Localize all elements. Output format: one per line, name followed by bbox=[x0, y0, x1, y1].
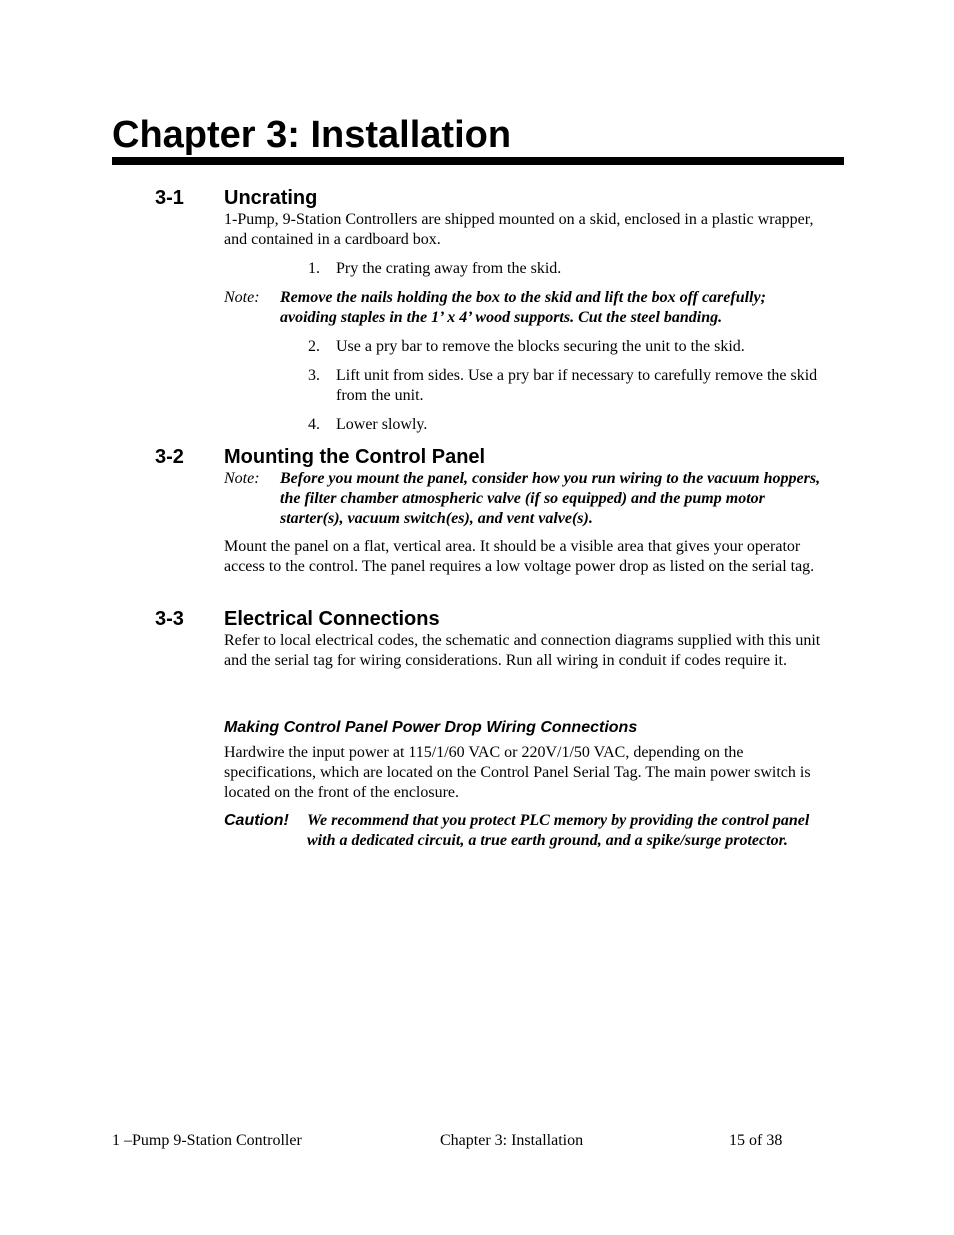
step-text: Pry the crating away from the skid. bbox=[336, 260, 562, 277]
section-body: Mount the panel on a flat, vertical area. It should be a visible area that gives your operator access to the control. The panel requires a low voltage power drop as listed on the serial tag. bbox=[224, 538, 815, 575]
section-title: Electrical Connections bbox=[224, 608, 440, 630]
caution-label: Caution! bbox=[224, 812, 289, 829]
section-body: Refer to local electrical codes, the schematic and connection diagrams supplied with this unit and the serial tag for wiring considerations. Run all wiring in conduit if codes require it. bbox=[224, 632, 821, 669]
note-label: Note: bbox=[224, 470, 260, 487]
note-text: Before you mount the panel, consider how you run wiring to the vacuum hoppers, the filter chamber atmospheric valve (if so equipped) and the pump motor starter(s), vacuum switch(es), and vent valve(s). bbox=[280, 470, 821, 527]
step-text: Lift unit from sides. Use a pry bar if necessary to carefully remove the skid from the unit. bbox=[336, 367, 818, 404]
section-number: 3-2 bbox=[155, 446, 184, 468]
note-text: Remove the nails holding the box to the skid and lift the box off carefully; avoiding staples in the 1’ x 4’ wood supports. Cut the steel banding. bbox=[280, 289, 766, 326]
step-number: 4. bbox=[308, 416, 320, 433]
section-number: 3-3 bbox=[155, 608, 184, 630]
step-text: Lower slowly. bbox=[336, 416, 428, 433]
footer-center: Chapter 3: Installation bbox=[440, 1132, 584, 1149]
title-rule bbox=[112, 157, 844, 165]
footer-page-number: 15 of 38 bbox=[729, 1132, 783, 1149]
step-text: Use a pry bar to remove the blocks securing the unit to the skid. bbox=[336, 338, 745, 355]
step-number: 3. bbox=[308, 367, 320, 384]
subheading: Making Control Panel Power Drop Wiring Connections bbox=[224, 719, 638, 736]
chapter-title: Chapter 3: Installation bbox=[112, 114, 512, 156]
subsection-body: Hardwire the input power at 115/1/60 VAC or 220V/1/50 VAC, depending on the specifications, which are located on the Control Panel Serial Tag. The main power switch is located on the front of the enclosure. bbox=[224, 744, 811, 801]
section-intro: 1-Pump, 9-Station Controllers are shipped mounted on a skid, enclosed in a plastic wrapper, and contained in a cardboard box. bbox=[224, 211, 814, 248]
footer-left: 1 –Pump 9-Station Controller bbox=[112, 1132, 302, 1149]
note-label: Note: bbox=[224, 289, 260, 306]
section-title: Uncrating bbox=[224, 187, 318, 209]
step-number: 1. bbox=[308, 260, 320, 277]
caution-text: We recommend that you protect PLC memory by providing the control panel with a dedicated circuit, a true earth ground, and a spike/surge protector. bbox=[307, 812, 810, 849]
section-number: 3-1 bbox=[155, 187, 184, 209]
section-title: Mounting the Control Panel bbox=[224, 446, 486, 468]
step-number: 2. bbox=[308, 338, 320, 355]
